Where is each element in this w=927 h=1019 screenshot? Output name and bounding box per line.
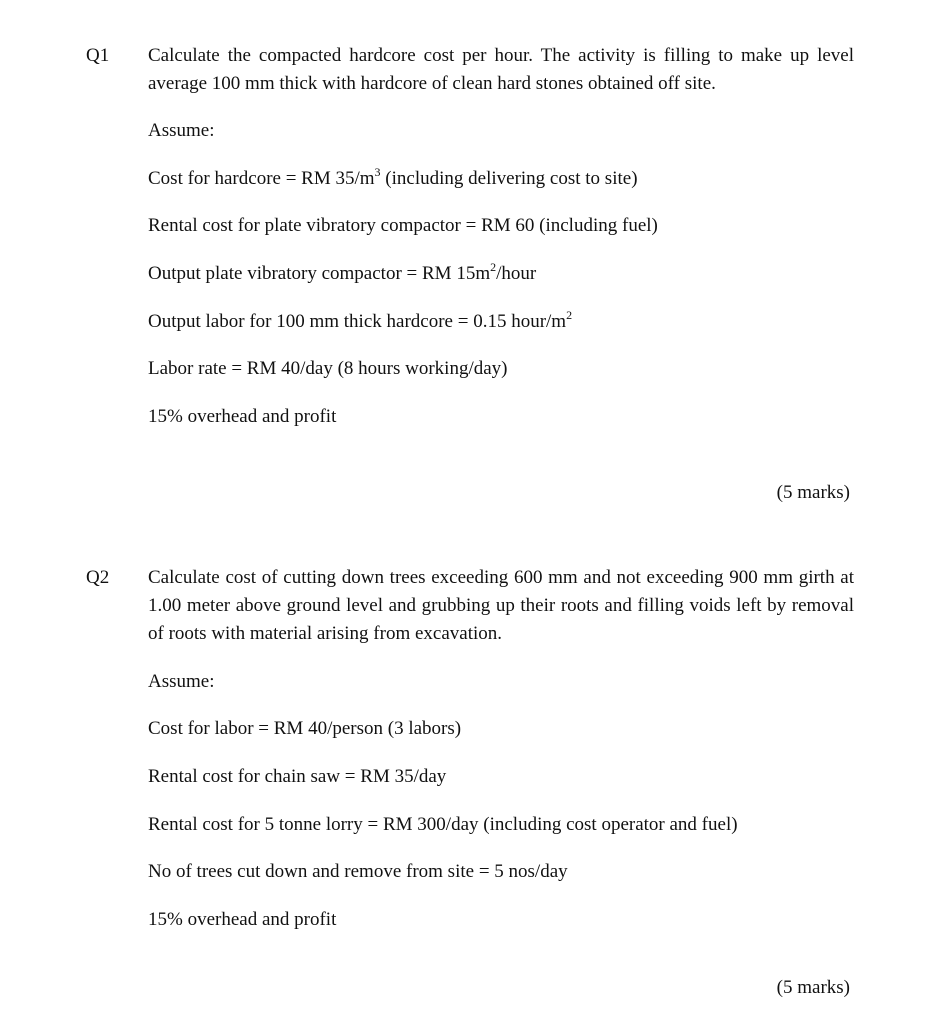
assumption-lorry-rental: Rental cost for 5 tonne lorry = RM 300/day (including cost operator and fuel) <box>148 814 738 835</box>
marks-q1: (5 marks) <box>776 482 850 503</box>
question-number-q1: Q1 <box>86 45 110 66</box>
question-number-q2: Q2 <box>86 567 110 588</box>
assumption-chainsaw-rental: Rental cost for chain saw = RM 35/day <box>148 766 447 787</box>
assumption-trees-per-day: No of trees cut down and remove from site = 5 nos/day <box>148 861 568 882</box>
assume-label-q1: Assume: <box>148 120 215 141</box>
marks-q2: (5 marks) <box>776 977 850 998</box>
assumption-overhead-profit: 15% overhead and profit <box>148 406 337 427</box>
assumption-compactor-output: Output plate vibratory compactor = RM $15m^2$/hour <box>148 259 537 284</box>
assumption-labor-output: Output labor for 100 mm thick hardcore = 0.15 hour/$m^2$ <box>148 307 573 332</box>
assume-label-q2: Assume: <box>148 671 215 692</box>
assumption-labor-cost: Cost for labor = RM 40/person (3 labors) <box>148 718 462 739</box>
question-text-q2: Calculate cost of cutting down trees exceeding 600 mm and not exceeding 900 mm girth at 1.00 meter above ground level and grubbing up their roots and filling voids left by removal of roots with material arising from excavation. <box>148 567 854 644</box>
assumption-labor-rate: Labor rate = RM 40/day (8 hours working/day) <box>148 358 508 379</box>
assumption-overhead-profit-q2: 15% overhead and profit <box>148 909 337 930</box>
question-text-q1: Calculate the compacted hardcore cost per hour. The activity is filling to make up level average 100 mm thick with hardcore of clean hard stones obtained off site. <box>148 45 854 94</box>
assumption-hardcore-cost: Cost for hardcore = RM $35/m^3$ (including delivering cost to site) <box>148 164 638 189</box>
assumption-compactor-rental: Rental cost for plate vibratory compactor = RM 60 (including fuel) <box>148 215 658 236</box>
